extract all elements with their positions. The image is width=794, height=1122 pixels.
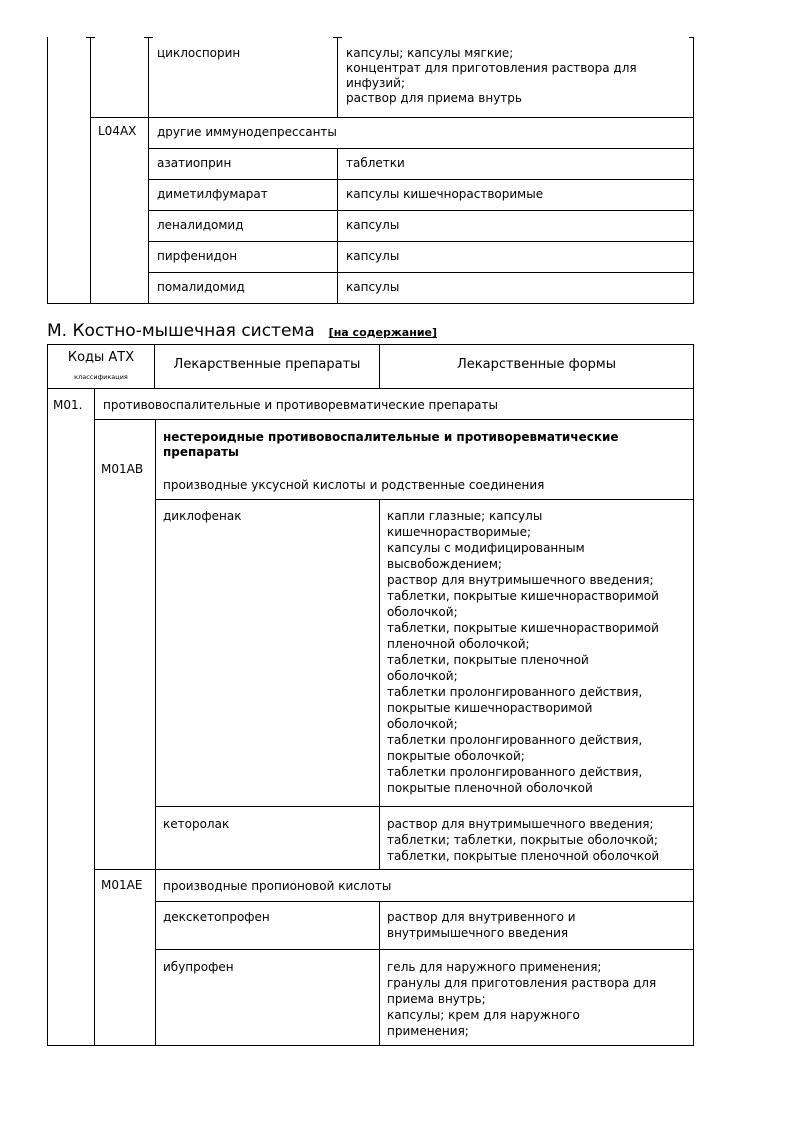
drug-forms: капсулы xyxy=(346,218,400,232)
drug-name: пирфенидон xyxy=(157,249,238,263)
forms-line: таблетки пролонгированного действия, xyxy=(387,685,643,699)
forms-line: пленочной оболочкой; xyxy=(387,637,530,651)
drug-name: леналидомид xyxy=(157,218,244,232)
drug-forms: таблетки xyxy=(346,156,405,170)
atc-code: M01AB xyxy=(101,462,144,476)
subgroup-name: производные уксусной кислоты и родственные соединения xyxy=(163,478,545,492)
forms-line: гранулы для приготовления раствора для xyxy=(387,976,657,990)
forms-line: таблетки, покрытые кишечнорастворимой xyxy=(387,621,659,635)
forms-line: оболочкой; xyxy=(387,717,458,731)
forms-line: таблетки, покрытые пленочной xyxy=(387,653,589,667)
contents-link[interactable]: [на содержание] xyxy=(328,326,438,339)
drug-name-ibuprofen: ибупрофен xyxy=(163,960,234,974)
drug-name: азатиоприн xyxy=(157,156,232,170)
forms-line: таблетки; таблетки, покрытые оболочкой; xyxy=(387,833,658,847)
drug-forms: капсулы xyxy=(346,280,400,294)
forms-line: таблетки пролонгированного действия, xyxy=(387,765,643,779)
drug-name: диметилфумарат xyxy=(157,187,268,201)
header-forms: Лекарственные формы xyxy=(456,357,616,372)
group-name: другие иммунодепрессанты xyxy=(157,125,337,139)
header-codes: Коды АТХ xyxy=(67,350,135,365)
drug-name-ketorolac: кеторолак xyxy=(163,817,230,831)
drug-forms: капсулы xyxy=(346,249,400,263)
forms-line: капли глазные; капсулы xyxy=(387,509,543,523)
forms-line: таблетки, покрытые пленочной оболочкой xyxy=(387,849,660,863)
atc-code: L04AX xyxy=(98,124,137,138)
forms-line: капсулы; крем для наружного xyxy=(387,1008,580,1022)
drug-name-dexketoprofen: декскетопрофен xyxy=(163,910,270,924)
header-drugs: Лекарственные препараты xyxy=(173,357,361,372)
forms-line: кишечнорастворимые; xyxy=(387,525,532,539)
forms-line: применения; xyxy=(387,1024,469,1038)
group-name: противовоспалительные и противоревматические препараты xyxy=(103,398,499,412)
forms-line: концентрат для приготовления раствора для xyxy=(346,61,637,75)
forms-line: покрытые кишечнорастворимой xyxy=(387,701,593,715)
forms-line: капсулы; капсулы мягкие; xyxy=(346,46,514,60)
forms-line: раствор для внутривенного и xyxy=(387,910,576,924)
forms-line: инфузий; xyxy=(346,76,406,90)
group-name: производные пропионовой кислоты xyxy=(163,879,392,893)
forms-line: приема внутрь; xyxy=(387,992,486,1006)
drug-name-diclofenac: диклофенак xyxy=(163,509,242,523)
forms-line: таблетки пролонгированного действия, xyxy=(387,733,643,747)
forms-line: раствор для приема внутрь xyxy=(346,91,522,105)
forms-line: таблетки, покрытые кишечнорастворимой xyxy=(387,589,659,603)
forms-line: раствор для внутримышечного введения; xyxy=(387,573,654,587)
atc-code: M01. xyxy=(53,398,83,412)
forms-line: раствор для внутримышечного введения; xyxy=(387,817,654,831)
drug-name: помалидомид xyxy=(157,280,245,294)
forms-line: высвобождением; xyxy=(387,557,502,571)
forms-line: капсулы с модифицированным xyxy=(387,541,585,555)
atc-code: M01AE xyxy=(101,878,143,892)
forms-line: гель для наружного применения; xyxy=(387,960,602,974)
section-heading xyxy=(47,320,437,344)
drug-forms: капсулы кишечнорастворимые xyxy=(346,187,544,201)
section-title: M. Костно-мышечная система xyxy=(47,321,315,341)
forms-line: внутримышечного введения xyxy=(387,926,569,940)
header-classification: классификация xyxy=(74,373,128,381)
forms-line: оболочкой; xyxy=(387,669,458,683)
forms-line: покрытые оболочкой; xyxy=(387,749,525,763)
group-title: препараты xyxy=(163,445,239,459)
group-title: нестероидные противовоспалительные и противоревматические xyxy=(163,430,619,444)
forms-line: покрытые пленочной оболочкой xyxy=(387,781,593,795)
forms-line: оболочкой; xyxy=(387,605,458,619)
drug-name-cyclosporin: циклоспорин xyxy=(157,46,241,60)
